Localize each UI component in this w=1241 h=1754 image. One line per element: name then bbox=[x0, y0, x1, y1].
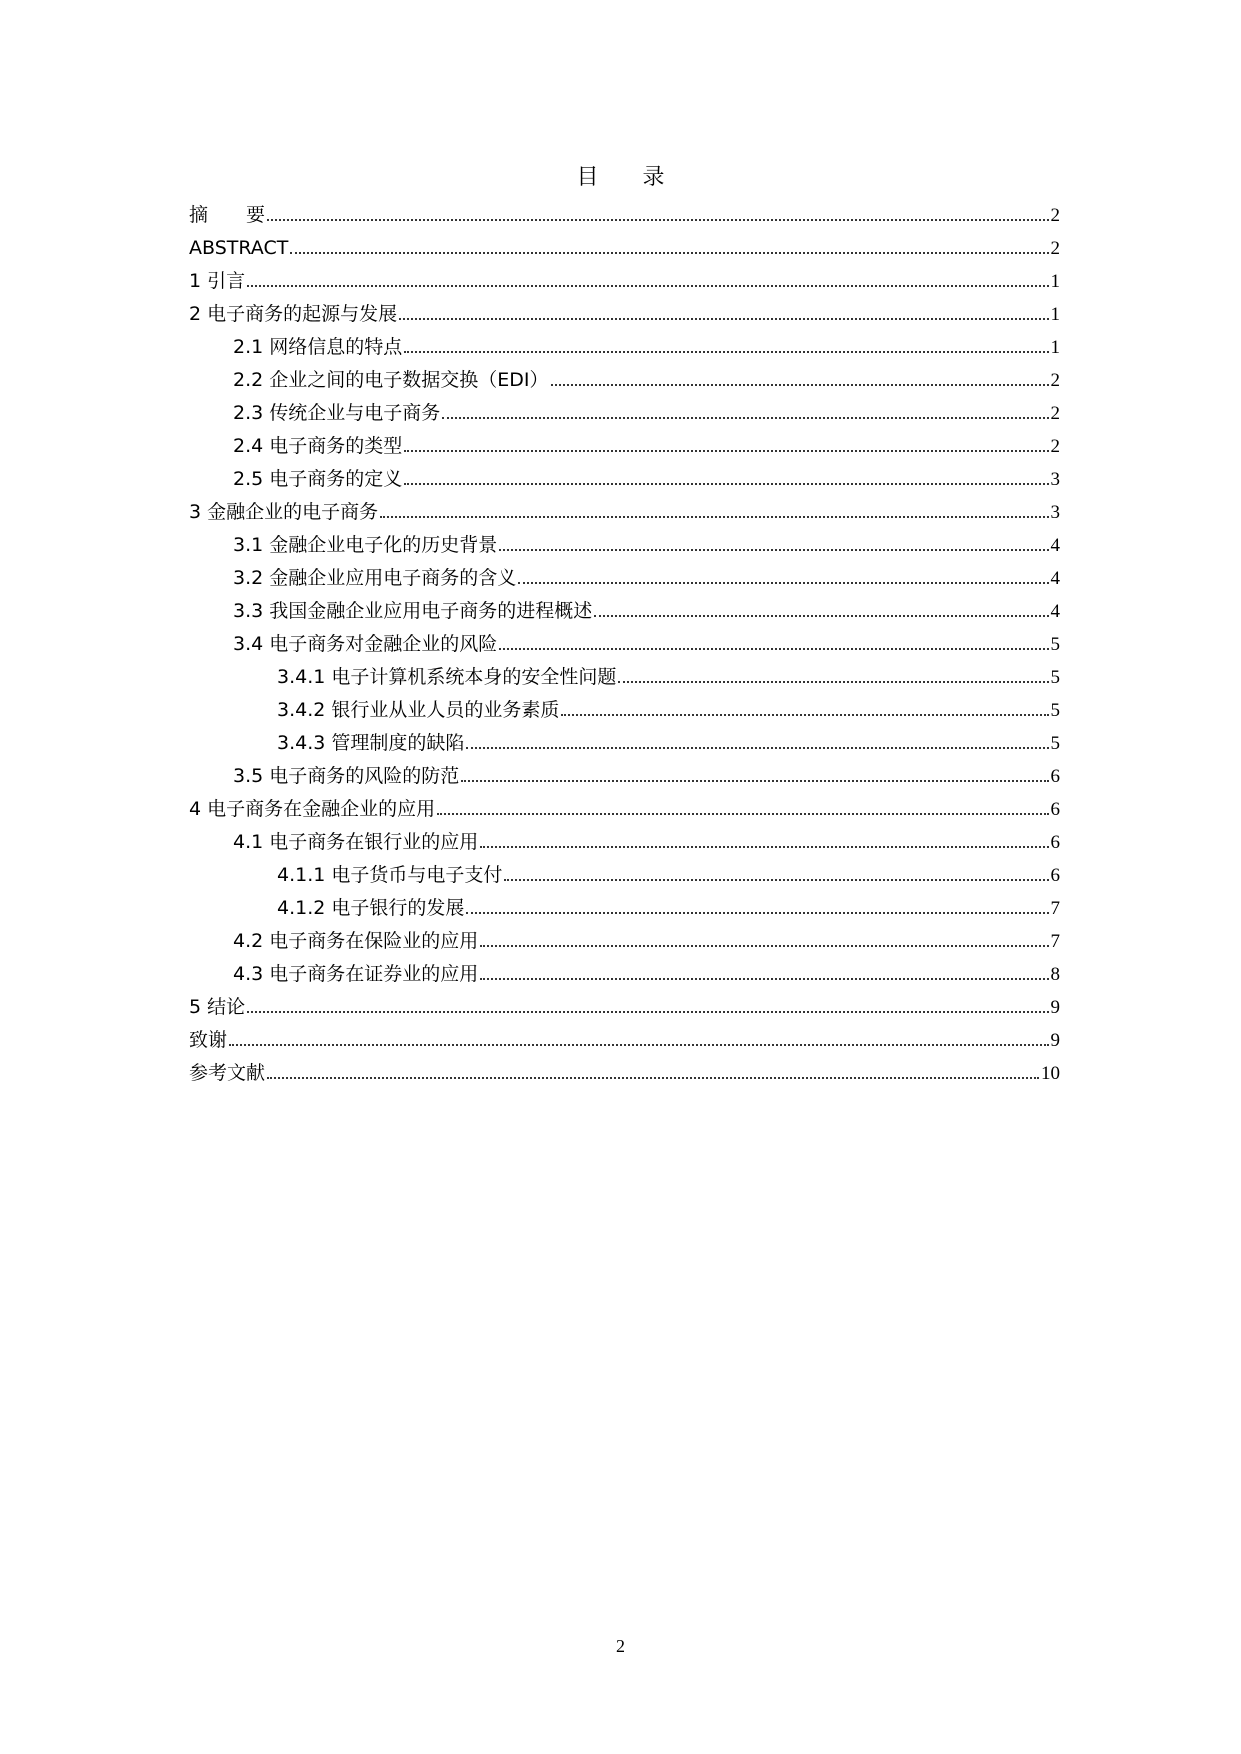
toc-entry[interactable] bbox=[189, 793, 1060, 826]
toc-entry-label: 4.1.1 电子货币与电子支付 bbox=[277, 864, 503, 886]
toc-leader-dots bbox=[504, 878, 1048, 881]
toc-entry-label: 3.1 金融企业电子化的历史背景 bbox=[233, 534, 498, 556]
toc-entry[interactable] bbox=[189, 298, 1060, 331]
toc-leader-dots bbox=[551, 383, 1049, 386]
toc-entry[interactable] bbox=[189, 925, 1060, 958]
toc-entry[interactable] bbox=[189, 232, 1060, 265]
toc-entry-label: 3.3 我国金融企业应用电子商务的进程概述 bbox=[233, 600, 593, 622]
toc-entry[interactable] bbox=[189, 661, 1060, 694]
toc-entry[interactable] bbox=[189, 694, 1060, 727]
toc-leader-dots bbox=[499, 548, 1048, 551]
toc-entry-page: 4 bbox=[1050, 568, 1060, 589]
toc-entry[interactable] bbox=[189, 628, 1060, 661]
toc-leader-dots bbox=[518, 581, 1048, 584]
toc-entry[interactable] bbox=[189, 859, 1060, 892]
toc-entry-page: 6 bbox=[1050, 766, 1060, 787]
toc-entry-page: 2 bbox=[1050, 370, 1060, 391]
toc-entry-page: 1 bbox=[1050, 271, 1060, 292]
toc-leader-dots bbox=[247, 1010, 1048, 1013]
toc-entry-page: 9 bbox=[1050, 997, 1060, 1018]
toc-entry-label: 2.1 网络信息的特点 bbox=[233, 336, 403, 358]
toc-entry-page: 5 bbox=[1050, 634, 1060, 655]
toc-entry[interactable] bbox=[189, 463, 1060, 496]
toc-entry[interactable] bbox=[189, 199, 1060, 232]
toc-leader-dots bbox=[461, 779, 1048, 782]
toc-entry[interactable] bbox=[189, 397, 1060, 430]
toc-entry[interactable] bbox=[189, 760, 1060, 793]
toc-entry-page: 3 bbox=[1050, 469, 1060, 490]
toc-entry-page: 6 bbox=[1050, 832, 1060, 853]
page-number: 2 bbox=[616, 1636, 625, 1656]
toc-leader-dots bbox=[499, 647, 1048, 650]
toc-entry-label: 4.3 电子商务在证券业的应用 bbox=[233, 963, 479, 985]
toc-entry-page: 3 bbox=[1050, 502, 1060, 523]
toc-entry[interactable] bbox=[189, 265, 1060, 298]
toc-entry[interactable] bbox=[189, 826, 1060, 859]
toc-entry-page: 7 bbox=[1050, 931, 1060, 952]
toc-entry[interactable] bbox=[189, 562, 1060, 595]
toc-entry-label: 5 结论 bbox=[189, 996, 246, 1018]
toc-leader-dots bbox=[618, 680, 1048, 683]
toc-entry-page: 5 bbox=[1050, 667, 1060, 688]
toc-entry-label: 1 引言 bbox=[189, 270, 246, 292]
toc-leader-dots bbox=[466, 911, 1048, 914]
toc-leader-dots bbox=[480, 977, 1048, 980]
toc-entry-label: 4 电子商务在金融企业的应用 bbox=[189, 798, 436, 820]
toc-entry[interactable] bbox=[189, 529, 1060, 562]
toc-leader-dots bbox=[380, 515, 1048, 518]
toc-entry-page: 2 bbox=[1050, 403, 1060, 424]
toc-entry-page: 8 bbox=[1050, 964, 1060, 985]
toc-leader-dots bbox=[442, 416, 1048, 419]
toc-entry-label: 摘 要 bbox=[189, 204, 266, 226]
toc-leader-dots bbox=[267, 218, 1048, 221]
toc-entry-page: 2 bbox=[1050, 238, 1060, 259]
toc-entry-label: 4.1.2 电子银行的发展 bbox=[277, 897, 465, 919]
toc-entry[interactable] bbox=[189, 958, 1060, 991]
toc-leader-dots bbox=[267, 1076, 1039, 1079]
toc-entry-page: 5 bbox=[1050, 733, 1060, 754]
toc-leader-dots bbox=[404, 482, 1048, 485]
toc-leader-dots bbox=[480, 845, 1048, 848]
toc-entry-label: 3.4.2 银行业从业人员的业务素质 bbox=[277, 699, 560, 721]
toc-leader-dots bbox=[594, 614, 1048, 617]
toc-entry-label: 4.2 电子商务在保险业的应用 bbox=[233, 930, 479, 952]
toc-entry[interactable] bbox=[189, 595, 1060, 628]
toc-leader-dots bbox=[437, 812, 1048, 815]
toc-entry[interactable] bbox=[189, 331, 1060, 364]
toc-entry-label: 2.4 电子商务的类型 bbox=[233, 435, 403, 457]
toc-entry-label: 3.2 金融企业应用电子商务的含义 bbox=[233, 567, 517, 589]
toc-entry-page: 10 bbox=[1041, 1063, 1060, 1084]
toc-title: 目 录 bbox=[576, 165, 665, 190]
toc-entry-label: 3.4.3 管理制度的缺陷 bbox=[277, 732, 465, 754]
toc-leader-dots bbox=[466, 746, 1048, 749]
toc-leader-dots bbox=[290, 251, 1048, 254]
toc-entry[interactable] bbox=[189, 1057, 1060, 1090]
toc-entry-page: 1 bbox=[1050, 337, 1060, 358]
toc-leader-dots bbox=[404, 449, 1048, 452]
toc-entry-label: 2.2 企业之间的电子数据交换（EDI） bbox=[233, 369, 549, 391]
toc-entry-page: 1 bbox=[1050, 304, 1060, 325]
toc-entry-label: 参考文献 bbox=[189, 1062, 266, 1084]
toc-entry-label: 2 电子商务的起源与发展 bbox=[189, 303, 398, 325]
toc-entry-label: 2.5 电子商务的定义 bbox=[233, 468, 403, 490]
toc-leader-dots bbox=[561, 713, 1048, 716]
toc-entry[interactable] bbox=[189, 430, 1060, 463]
toc-entry[interactable] bbox=[189, 364, 1060, 397]
toc-entry-page: 7 bbox=[1050, 898, 1060, 919]
toc-entry[interactable] bbox=[189, 991, 1060, 1024]
toc-leader-dots bbox=[399, 317, 1048, 320]
toc-entry-page: 4 bbox=[1050, 601, 1060, 622]
toc-leader-dots bbox=[247, 284, 1048, 287]
toc-entry-label: 3.5 电子商务的风险的防范 bbox=[233, 765, 460, 787]
toc-entry[interactable] bbox=[189, 892, 1060, 925]
toc-entry-label: 2.3 传统企业与电子商务 bbox=[233, 402, 441, 424]
toc-leader-dots bbox=[404, 350, 1048, 353]
toc-entry-label: 4.1 电子商务在银行业的应用 bbox=[233, 831, 479, 853]
toc-leader-dots bbox=[480, 944, 1048, 947]
toc-entry[interactable] bbox=[189, 1024, 1060, 1057]
toc-entry-page: 2 bbox=[1050, 436, 1060, 457]
toc-entry[interactable] bbox=[189, 727, 1060, 760]
toc-entry-page: 5 bbox=[1050, 700, 1060, 721]
toc-list bbox=[189, 199, 1060, 1090]
toc-entry-label: ABSTRACT bbox=[189, 237, 289, 259]
toc-entry-page: 6 bbox=[1050, 799, 1060, 820]
toc-entry-page: 6 bbox=[1050, 865, 1060, 886]
toc-entry-page: 4 bbox=[1050, 535, 1060, 556]
toc-entry-label: 致谢 bbox=[189, 1029, 228, 1051]
toc-entry-page: 2 bbox=[1050, 205, 1060, 226]
toc-entry-label: 3.4.1 电子计算机系统本身的安全性问题 bbox=[277, 666, 617, 688]
toc-leader-dots bbox=[229, 1043, 1048, 1046]
toc-entry-label: 3 金融企业的电子商务 bbox=[189, 501, 379, 523]
toc-entry-page: 9 bbox=[1050, 1030, 1060, 1051]
toc-entry-label: 3.4 电子商务对金融企业的风险 bbox=[233, 633, 498, 655]
toc-entry[interactable] bbox=[189, 496, 1060, 529]
